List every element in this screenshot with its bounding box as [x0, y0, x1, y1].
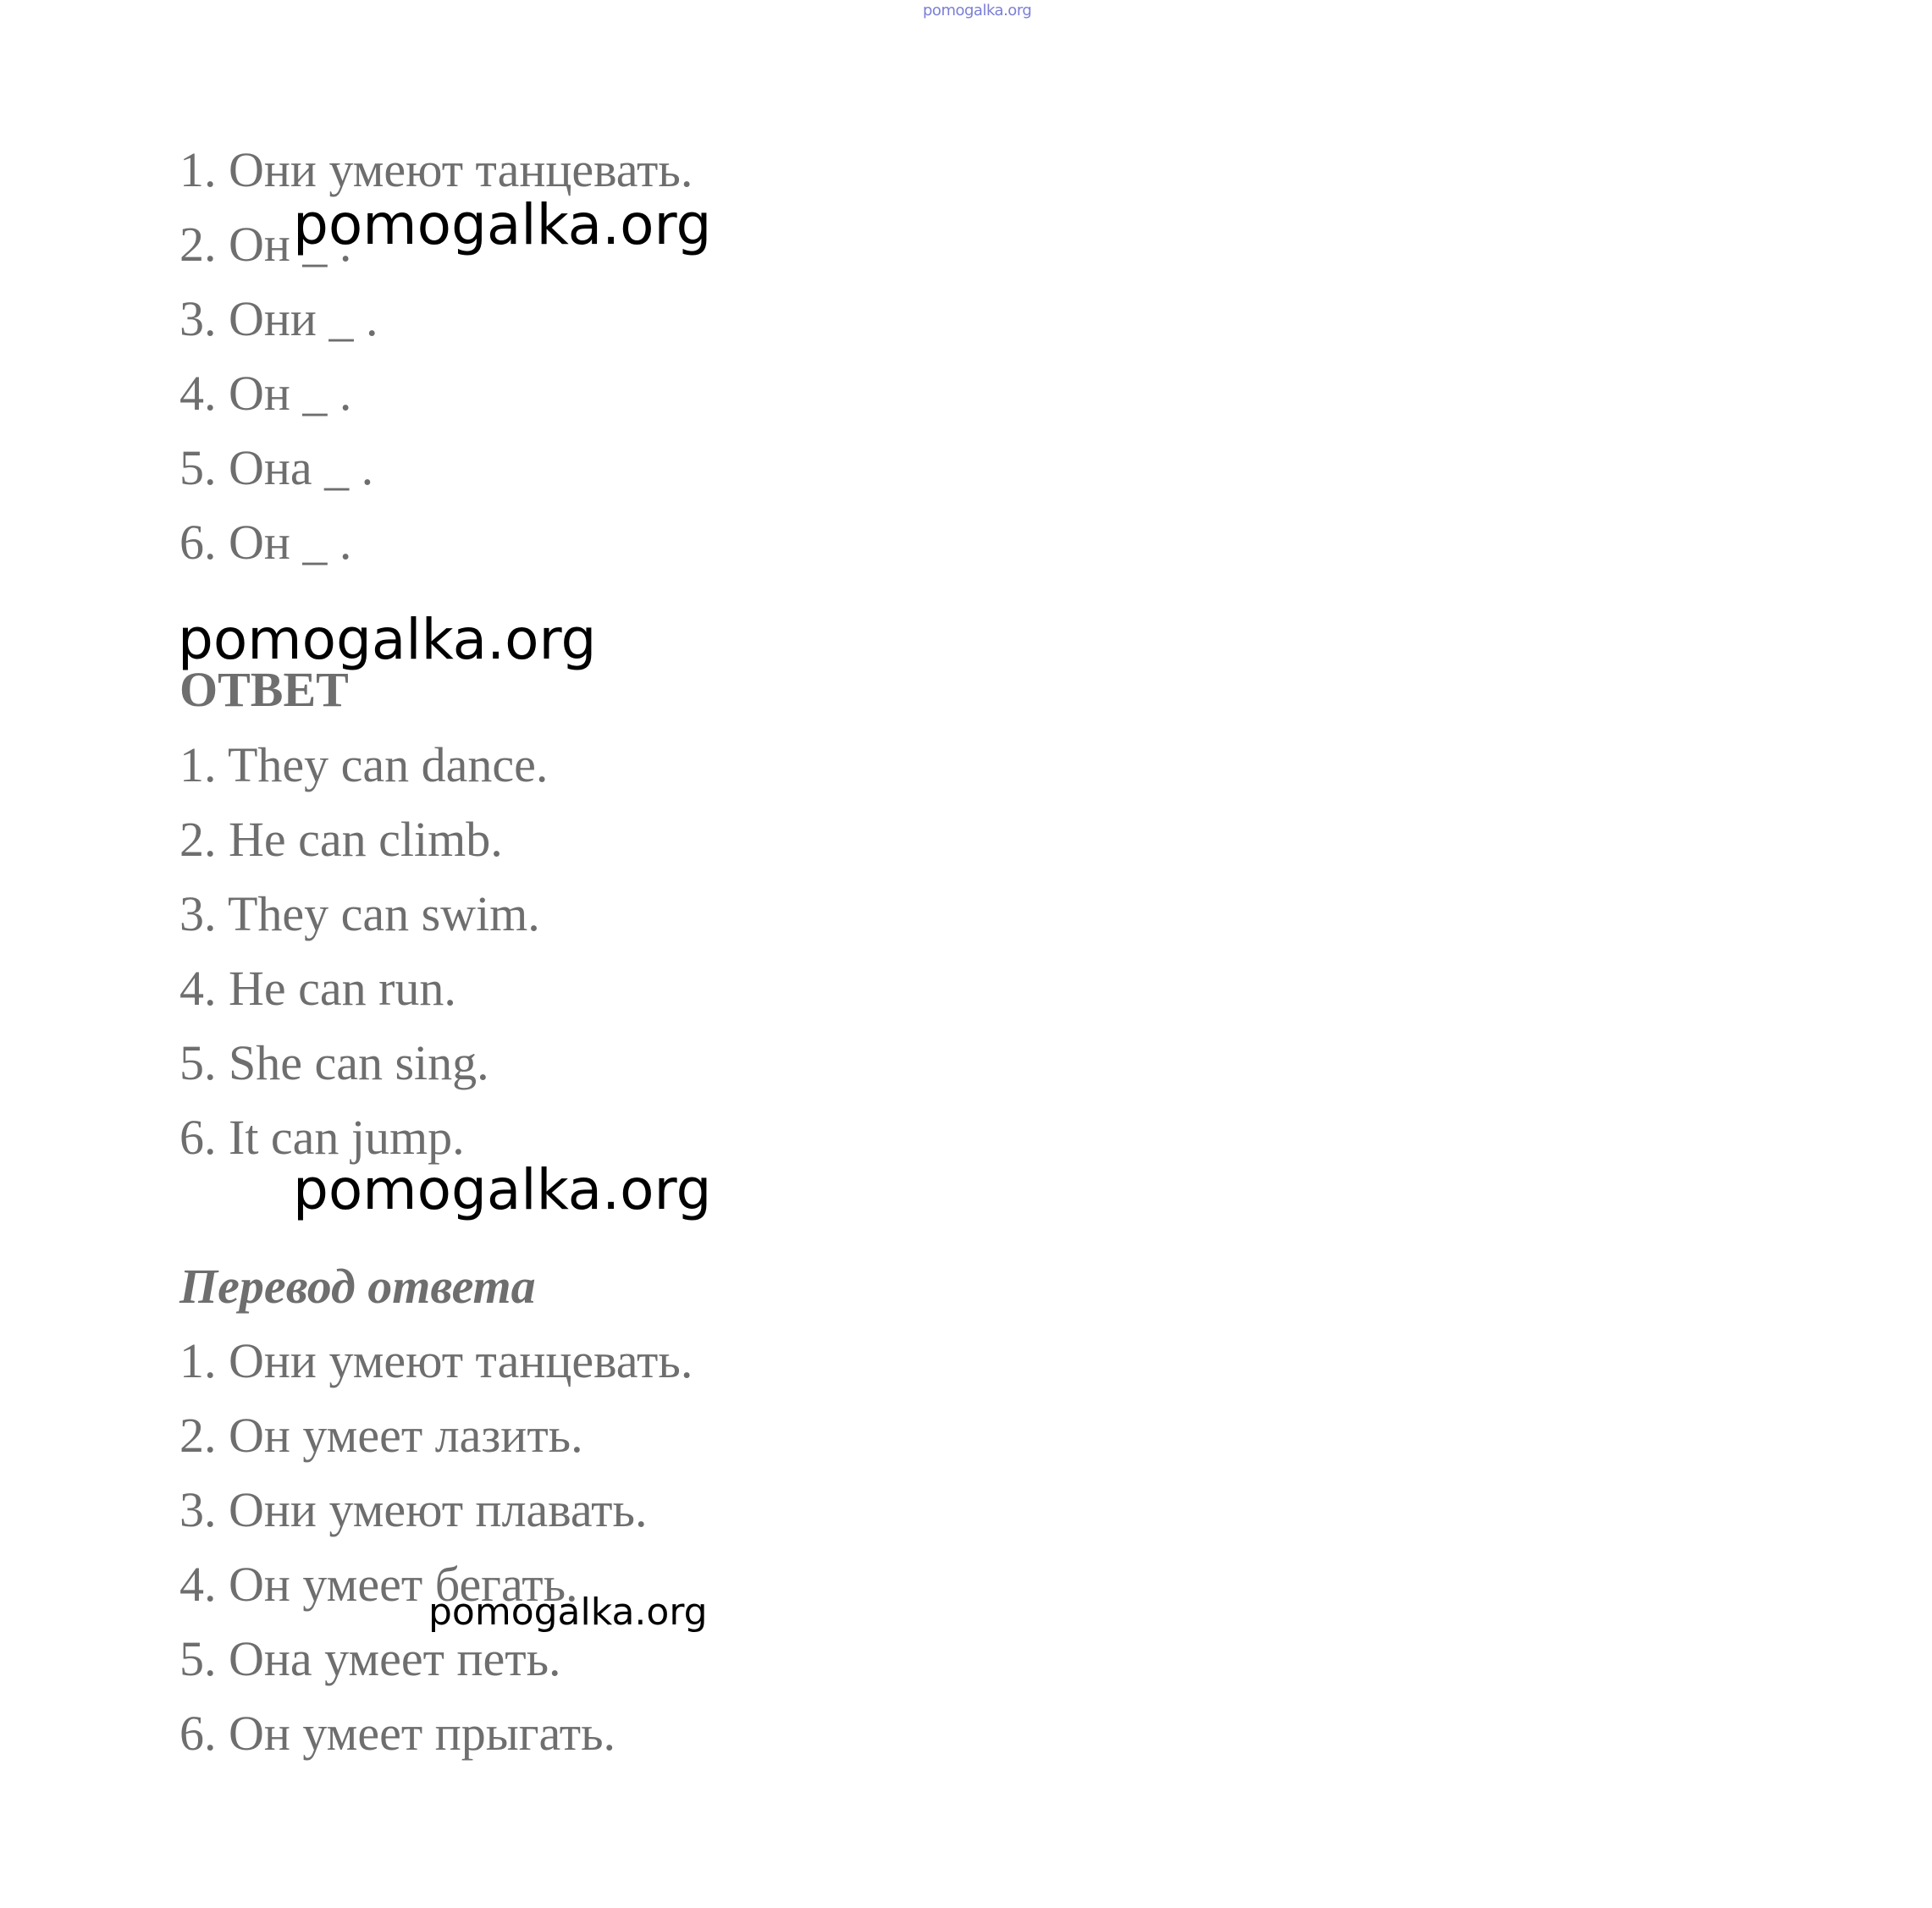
- watermark-4: pomogalka.org: [428, 1591, 708, 1634]
- answer-heading: ОТВЕТ: [179, 662, 349, 717]
- task-line-1: 1. Они умеют танцевать.: [179, 142, 693, 197]
- translation-line-1: 1. Они умеют танцевать.: [179, 1333, 693, 1388]
- watermark-3: pomogalka.org: [293, 1157, 712, 1222]
- answer-line-3: 3. They can swim.: [179, 886, 540, 941]
- task-line-4: 4. Он _ .: [179, 366, 352, 421]
- translation-line-6: 6. Он умеет прыгать.: [179, 1706, 616, 1761]
- header-watermark: pomogalka.org: [923, 2, 1032, 19]
- watermark-2: pomogalka.org: [178, 607, 597, 672]
- answer-line-2: 2. He can climb.: [179, 812, 503, 867]
- translation-heading: Перевод ответа: [179, 1259, 536, 1314]
- translation-line-3: 3. Они умеют плавать.: [179, 1482, 648, 1537]
- answer-line-6: 6. It can jump.: [179, 1110, 465, 1165]
- answer-line-5: 5. She can sing.: [179, 1035, 489, 1090]
- translation-line-2: 2. Он умеет лазить.: [179, 1408, 583, 1463]
- task-line-3: 3. Они _ .: [179, 291, 378, 346]
- translation-line-4: 4. Он умеет бегать.: [179, 1557, 578, 1612]
- task-line-5: 5. Она _ .: [179, 440, 374, 495]
- task-line-2: 2. Он _ .: [179, 217, 352, 272]
- answer-line-1: 1. They can dance.: [179, 737, 549, 792]
- task-line-6: 6. Он _ .: [179, 515, 352, 570]
- answer-line-4: 4. He can run.: [179, 961, 456, 1016]
- translation-line-5: 5. Она умеет петь.: [179, 1631, 561, 1686]
- watermark-1: pomogalka.org: [293, 192, 712, 257]
